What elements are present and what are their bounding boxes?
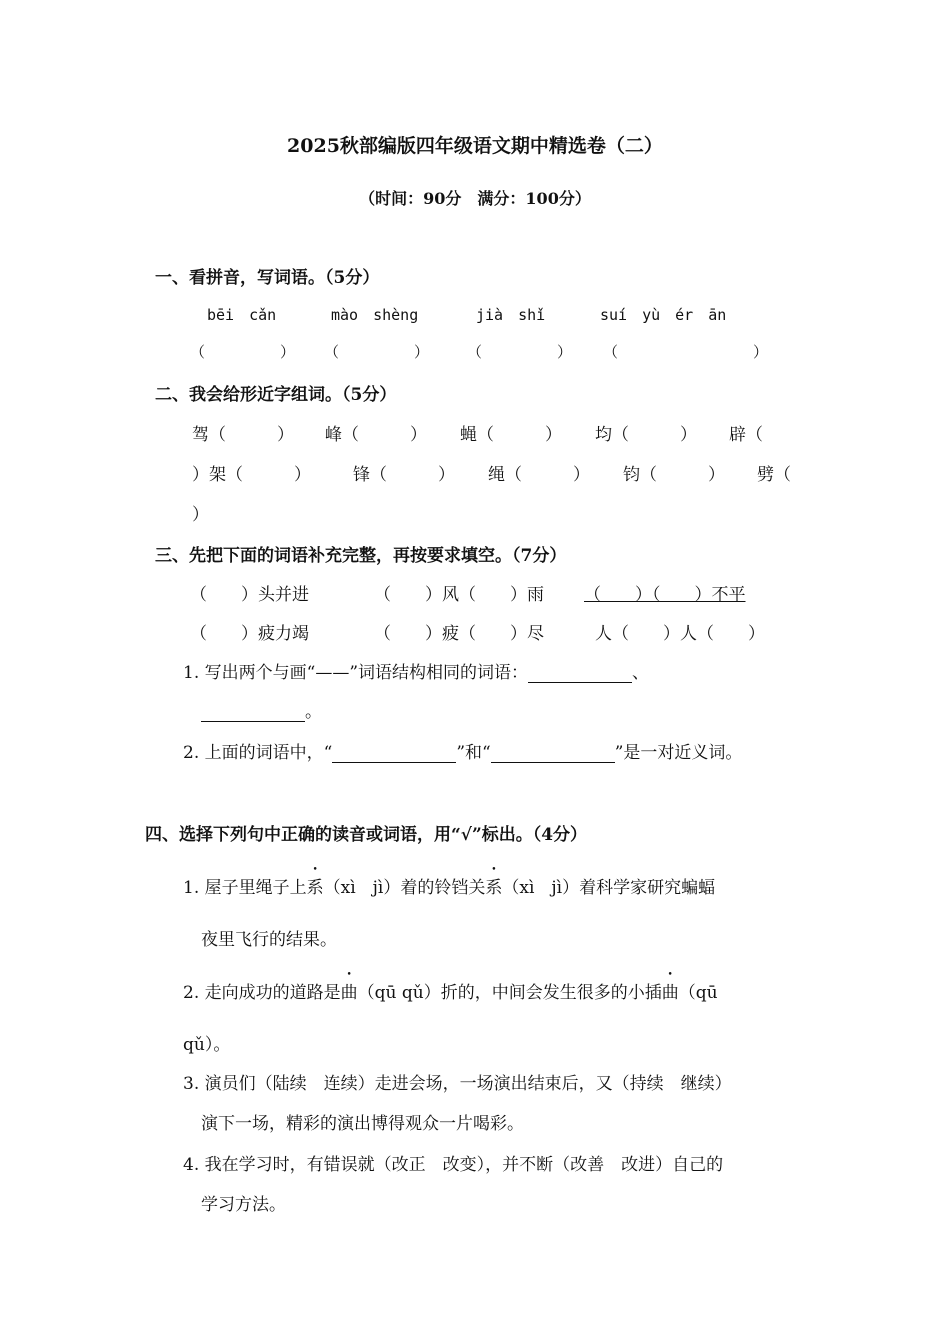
- answer-blank[interactable]: [491, 745, 615, 763]
- word-item[interactable]: 钧（ ）: [623, 465, 725, 485]
- word-item[interactable]: 辟（: [729, 425, 763, 445]
- question-3-1-cont: [201, 697, 322, 722]
- page-title: 2025秋部编版四年级语文期中精选卷（二）: [287, 135, 663, 157]
- section-4-heading: 四、选择下列句中正确的读音或词语，用“√”标出。（4分）: [145, 825, 588, 845]
- section-3-heading: 三、先把下面的词语补充完整，再按要求填空。（7分）: [155, 546, 567, 566]
- question-text: ”和“: [456, 743, 491, 763]
- question-4-1-line-1: [183, 873, 715, 898]
- pinyin-3: jià shǐ: [476, 306, 546, 324]
- word-item[interactable]: 绳（ ）: [488, 465, 590, 485]
- exam-info: （时间：90分 满分：100分）: [359, 189, 591, 208]
- word-item[interactable]: 峰（ ）: [325, 425, 427, 445]
- question-3-2: [183, 738, 742, 763]
- question-3-1: [183, 658, 649, 683]
- question-text[interactable]: （qū qǔ）折的，中间会发生很多的小插: [357, 983, 662, 1003]
- section-2-heading: 二、我会给形近字组词。（5分）: [155, 385, 397, 405]
- idiom-item[interactable]: 人（ ）人（ ）: [595, 624, 765, 644]
- answer-blank[interactable]: [332, 745, 456, 763]
- idiom-item-underlined[interactable]: （ ）（ ）不平: [584, 585, 746, 605]
- word-item: ）: [192, 505, 209, 525]
- question-text: 2. 上面的词语中，“: [183, 743, 333, 763]
- answer-bracket-4[interactable]: （ ）: [603, 343, 769, 361]
- idiom-item[interactable]: （ ）疲（ ）尽: [374, 624, 544, 644]
- pinyin-2: mào shèng: [331, 306, 419, 324]
- dotted-char: 曲: [340, 983, 358, 1003]
- idiom-item[interactable]: （ ）疲力竭: [190, 624, 309, 644]
- idiom-item[interactable]: （ ）风（ ）雨: [374, 585, 544, 605]
- question-4-1-line-2: 夜里飞行的结果。: [201, 930, 337, 950]
- answer-blank[interactable]: [201, 704, 305, 722]
- sentence-end: 。: [305, 702, 322, 722]
- question-text: ”是一对近义词。: [614, 743, 743, 763]
- question-4-4-line-2: 学习方法。: [201, 1195, 286, 1215]
- word-item[interactable]: 均（ ）: [595, 425, 697, 445]
- idiom-item[interactable]: （ ）头并进: [190, 585, 309, 605]
- question-text[interactable]: （qū: [678, 983, 718, 1003]
- question-text: 1. 屋子里绳子上: [183, 878, 307, 898]
- question-text: 2. 走向成功的道路是: [183, 983, 341, 1003]
- dotted-char: 系: [485, 878, 503, 898]
- word-item[interactable]: 锋（ ）: [353, 465, 455, 485]
- question-4-3-line-2: 演下一场，精彩的演出博得观众一片喝彩。: [201, 1114, 524, 1134]
- question-text[interactable]: （xì jì）着的铃铛关: [323, 878, 486, 898]
- question-text[interactable]: （xì jì）着科学家研究蝙蝠: [502, 878, 716, 898]
- word-item[interactable]: 蝇（ ）: [460, 425, 562, 445]
- question-4-2-line-2[interactable]: qǔ）。: [183, 1035, 231, 1055]
- answer-bracket-2[interactable]: （ ）: [324, 343, 430, 361]
- word-item[interactable]: ）架（ ）: [192, 465, 311, 485]
- question-text: 1. 写出两个与画“——”词语结构相同的词语：: [183, 663, 529, 683]
- pinyin-1: bēi cǎn: [207, 306, 277, 324]
- answer-bracket-3[interactable]: （ ）: [467, 343, 573, 361]
- question-4-4-line-1[interactable]: 4. 我在学习时，有错误就（改正 改变），并不断（改善 改进）自己的: [183, 1155, 724, 1175]
- question-4-2-line-1: [183, 978, 718, 1003]
- word-item[interactable]: 驾（ ）: [192, 425, 294, 445]
- answer-bracket-1[interactable]: （ ）: [190, 343, 296, 361]
- word-item[interactable]: 劈（: [757, 465, 791, 485]
- dotted-char: 系: [306, 878, 324, 898]
- answer-blank[interactable]: [528, 665, 632, 683]
- question-4-3-line-1[interactable]: 3. 演员们（陆续 连续）走进会场，一场演出结束后，又（持续 继续）: [183, 1074, 732, 1094]
- pinyin-4: suí yù ér ān: [600, 306, 727, 324]
- section-1-heading: 一、看拼音，写词语。（5分）: [155, 268, 380, 288]
- separator: 、: [632, 663, 650, 683]
- dotted-char: 曲: [661, 983, 679, 1003]
